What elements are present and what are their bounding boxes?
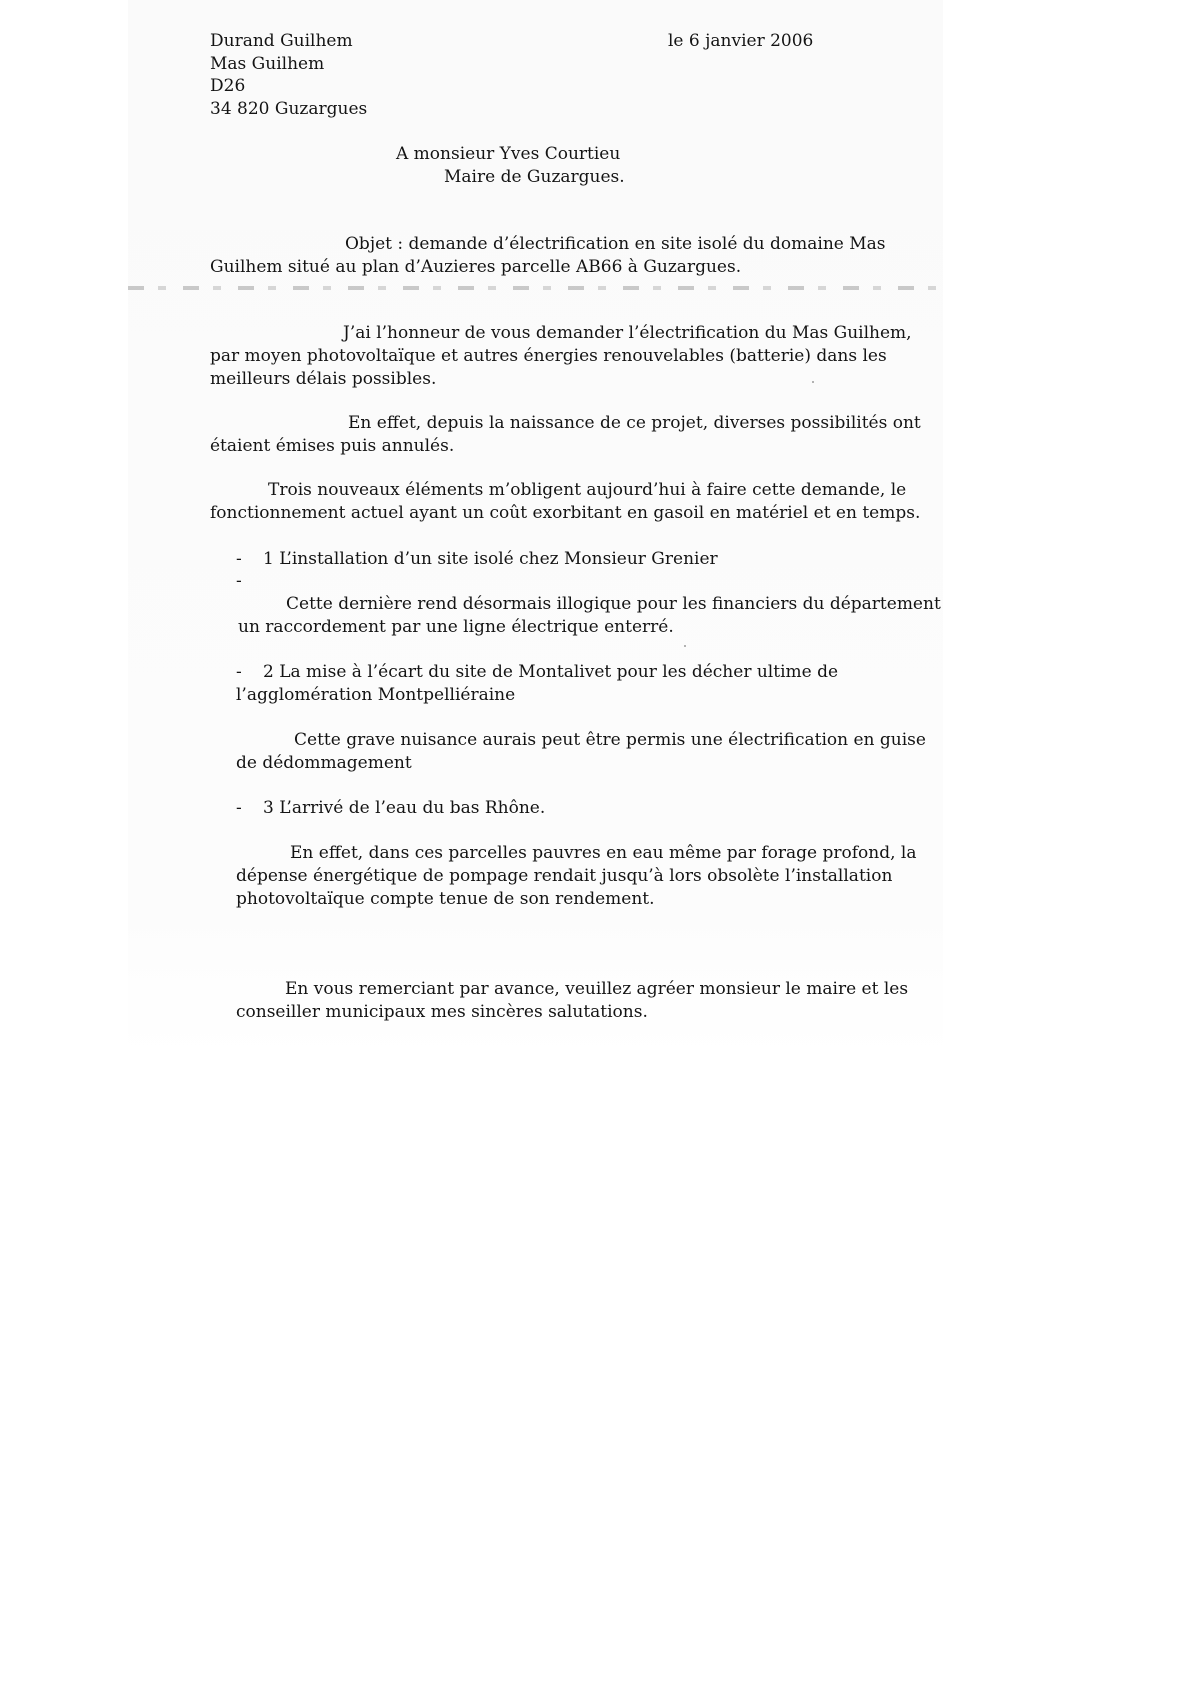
paragraph-1-line-1: J’ai l’honneur de vous demander l’électrification du Mas Guilhem, <box>343 323 912 343</box>
list-item-2-line-1: 2 La mise à l’écart du site de Montalivet pour les décher ultime de <box>263 662 839 682</box>
recipient-line-1: A monsieur Yves Courtieu <box>396 144 621 164</box>
sender-name: Durand Guilhem <box>210 31 353 51</box>
list-dash-2: - <box>236 662 242 682</box>
paragraph-3-line-1: Trois nouveaux éléments m’obligent aujourd’hui à faire cette demande, le <box>268 480 907 500</box>
sender-city: 34 820 Guzargues <box>210 99 368 119</box>
sender-place: Mas Guilhem <box>210 54 325 74</box>
scan-speck <box>684 645 686 647</box>
item-2-detail-line-1: Cette grave nuisance aurais peut être permis une électrification en guise <box>294 730 926 750</box>
subject-line-2: Guilhem situé au plan d’Auzieres parcelle AB66 à Guzargues. <box>210 257 742 277</box>
item-2-detail-line-2: de dédommagement <box>236 753 412 773</box>
list-dash-1: - <box>236 549 242 569</box>
subject-line-1: Objet : demande d’électrification en site isolé du domaine Mas <box>345 234 886 254</box>
paragraph-2-line-2: étaient émises puis annulés. <box>210 436 455 456</box>
item-3-detail-line-1: En effet, dans ces parcelles pauvres en eau même par forage profond, la <box>290 843 917 863</box>
letter-date: le 6 janvier 2006 <box>668 31 814 51</box>
closing-line-2: conseiller municipaux mes sincères salutations. <box>236 1002 648 1022</box>
paragraph-2-line-1: En effet, depuis la naissance de ce projet, diverses possibilités ont <box>348 413 921 433</box>
scan-noise-line <box>128 286 943 290</box>
paragraph-1-line-2: par moyen photovoltaïque et autres énergies renouvelables (batterie) dans les <box>210 346 887 366</box>
list-dash-3: - <box>236 798 242 818</box>
sender-road: D26 <box>210 76 246 96</box>
paragraph-3-line-2: fonctionnement actuel ayant un coût exorbitant en gasoil en matériel et en temps. <box>210 503 921 523</box>
recipient-line-2: Maire de Guzargues. <box>444 167 625 187</box>
list-item-3: 3 L’arrivé de l’eau du bas Rhône. <box>263 798 546 818</box>
item-3-detail-line-3: photovoltaïque compte tenue de son rendement. <box>236 889 655 909</box>
list-dash-empty: - <box>236 571 242 591</box>
item-1-detail-line-2: un raccordement par une ligne électrique enterré. <box>238 617 674 637</box>
list-item-1: 1 L’installation d’un site isolé chez Monsieur Grenier <box>263 549 718 569</box>
paragraph-1-line-3: meilleurs délais possibles. <box>210 369 437 389</box>
list-item-2-line-2: l’agglomération Montpelliéraine <box>236 685 516 705</box>
closing-line-1: En vous remerciant par avance, veuillez agréer monsieur le maire et les <box>285 979 909 999</box>
item-3-detail-line-2: dépense énergétique de pompage rendait jusqu’à lors obsolète l’installation <box>236 866 893 886</box>
item-1-detail-line-1: Cette dernière rend désormais illogique pour les financiers du département <box>286 594 941 614</box>
scan-speck <box>812 381 814 383</box>
